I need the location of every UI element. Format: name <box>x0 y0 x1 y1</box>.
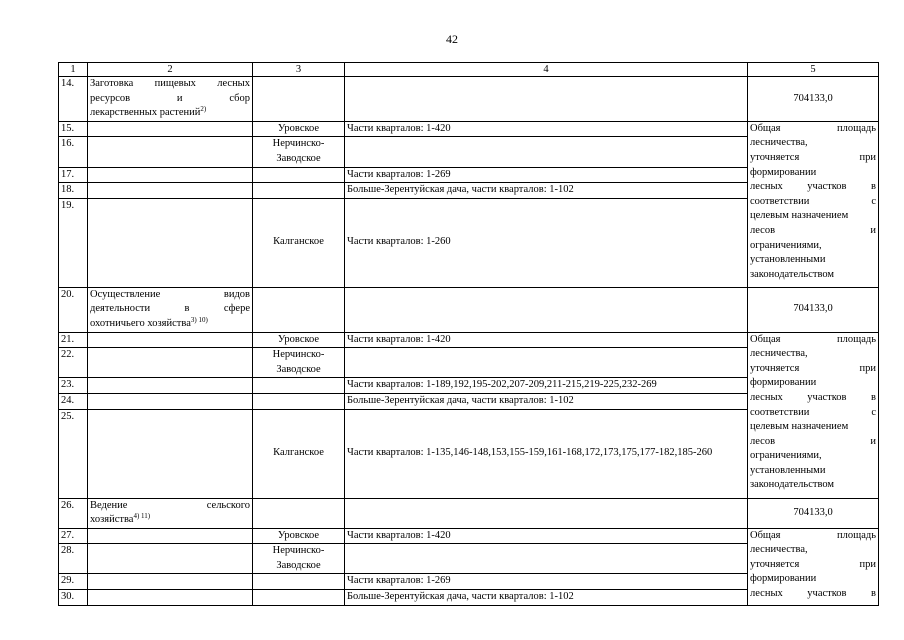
quarters-cell <box>345 77 748 122</box>
forestry-cell: Уровское <box>253 528 345 544</box>
forestry-cell <box>253 167 345 183</box>
note-line: уточняется при <box>750 362 876 374</box>
forestry-line: Заводское <box>276 559 321 571</box>
note-line: уточняется при <box>750 151 876 163</box>
note-line: лесных участков в <box>750 588 876 600</box>
note-line: формировании <box>750 573 817 585</box>
quarters-cell: Части кварталов: 1-420 <box>345 121 748 137</box>
note-line: Общая площадь <box>750 333 876 345</box>
use-kind-cell <box>88 393 253 409</box>
use-kind-cell <box>88 409 253 498</box>
table-row <box>59 498 879 528</box>
quarters-cell: Части кварталов: 1-269 <box>345 574 748 590</box>
use-kind-cell <box>88 137 253 167</box>
quarters-cell: Больше-Зерентуйская дача, части кварталов: 1-102 <box>345 393 748 409</box>
use-kind-cell <box>88 544 253 574</box>
row-number: 15. <box>59 121 88 137</box>
forestry-cell <box>253 544 345 574</box>
forestry-line: Нерчинско- <box>272 138 325 150</box>
quarters-cell: Части кварталов: 1-420 <box>345 332 748 348</box>
use-kind-cell <box>88 332 253 348</box>
note-line: соответствии с <box>750 406 876 418</box>
table-header-row <box>59 63 879 77</box>
forestry-cell <box>253 590 345 606</box>
note-line: формировании <box>750 166 817 178</box>
row-number: 16. <box>59 137 88 167</box>
forestry-line: Заводское <box>276 152 321 164</box>
header-cell: 3 <box>253 63 345 77</box>
note-line: лесных участков в <box>750 181 876 193</box>
forestry-line: Заводское <box>276 363 321 375</box>
forestry-cell <box>253 183 345 199</box>
forestry-line: Нерчинско- <box>272 545 325 557</box>
note-line: целевым назначением <box>750 421 849 433</box>
table-row <box>59 528 879 544</box>
note-cell <box>748 121 879 287</box>
quarters-cell: Части кварталов: 1-269 <box>345 167 748 183</box>
use-kind-line: ресурсов и сбор <box>90 92 250 104</box>
row-number: 22. <box>59 348 88 378</box>
forestry-cell <box>253 498 345 528</box>
note-line: лесов и <box>750 224 876 236</box>
note-line: лесничества, <box>750 544 808 556</box>
header-cell: 1 <box>59 63 88 77</box>
row-number: 18. <box>59 183 88 199</box>
note-line: лесничества, <box>750 137 808 149</box>
forestry-cell <box>253 287 345 332</box>
note-line: законодательством <box>750 479 835 491</box>
page-number: 42 <box>446 32 458 46</box>
area-cell: 704133,0 <box>748 77 879 122</box>
note-line: соответствии с <box>750 195 876 207</box>
use-kind-line: Осуществление видов <box>90 288 250 300</box>
row-number: 17. <box>59 167 88 183</box>
use-kind-cell <box>88 590 253 606</box>
row-number: 20. <box>59 287 88 332</box>
use-kind-line: лекарственных растений$^{2)}$ <box>90 105 207 119</box>
use-kind-cell <box>88 167 253 183</box>
forestry-cell <box>253 77 345 122</box>
quarters-cell <box>345 287 748 332</box>
row-number: 27. <box>59 528 88 544</box>
note-line: установленными <box>750 254 826 266</box>
note-line: уточняется при <box>750 558 876 570</box>
use-kind-cell <box>88 574 253 590</box>
forestry-cell: Калганское <box>253 409 345 498</box>
forestry-cell <box>253 378 345 394</box>
row-number: 24. <box>59 393 88 409</box>
row-number: 23. <box>59 378 88 394</box>
forestry-cell: Уровское <box>253 332 345 348</box>
use-kind-cell <box>88 498 253 528</box>
forestry-cell <box>253 393 345 409</box>
note-cell <box>748 332 879 498</box>
forestry-cell <box>253 137 345 167</box>
forestry-cell <box>253 348 345 378</box>
quarters-cell <box>345 137 748 167</box>
note-line: лесов и <box>750 435 876 447</box>
quarters-cell <box>345 498 748 528</box>
note-line: Общая площадь <box>750 529 876 541</box>
forestry-line: Нерчинско- <box>272 349 325 361</box>
quarters-cell <box>345 544 748 574</box>
use-kind-line: Заготовка пищевых лесных <box>90 78 250 89</box>
use-kind-cell <box>88 378 253 394</box>
header-cell: 4 <box>345 63 748 77</box>
use-kind-cell <box>88 77 253 122</box>
header-cell: 2 <box>88 63 253 77</box>
use-kind-cell <box>88 121 253 137</box>
note-line: установленными <box>750 464 826 476</box>
use-kind-cell <box>88 198 253 287</box>
quarters-cell: Больше-Зерентуйская дача, части кварталов: 1-102 <box>345 590 748 606</box>
table-row <box>59 77 879 122</box>
note-cell <box>748 528 879 605</box>
row-number: 19. <box>59 198 88 287</box>
forestry-cell <box>253 574 345 590</box>
quarters-cell: Части кварталов: 1-135,146-148,153,155-159,161-168,172,173,175,177-182,185-260 <box>345 409 748 498</box>
forest-use-table <box>58 62 879 606</box>
area-cell: 704133,0 <box>748 498 879 528</box>
use-kind-cell <box>88 528 253 544</box>
note-line: ограничениями, <box>750 239 822 251</box>
quarters-cell: Части кварталов: 1-260 <box>345 198 748 287</box>
note-line: Общая площадь <box>750 122 876 134</box>
table-row <box>59 332 879 348</box>
use-kind-line: хозяйства$^{4) 11)}$ <box>90 512 151 526</box>
note-line: лесных участков в <box>750 391 876 403</box>
forestry-cell: Калганское <box>253 198 345 287</box>
area-cell: 704133,0 <box>748 287 879 332</box>
row-number: 28. <box>59 544 88 574</box>
note-line: лесничества, <box>750 348 808 360</box>
quarters-cell <box>345 348 748 378</box>
use-kind-line: Ведение сельского <box>90 499 250 511</box>
use-kind-line: охотничьего хозяйства$^{3) 10)}$ <box>90 315 208 329</box>
use-kind-cell <box>88 348 253 378</box>
note-line: ограничениями, <box>750 450 822 462</box>
quarters-cell: Части кварталов: 1-420 <box>345 528 748 544</box>
row-number: 14. <box>59 77 88 122</box>
row-number: 30. <box>59 590 88 606</box>
use-kind-cell <box>88 183 253 199</box>
row-number: 26. <box>59 498 88 528</box>
use-kind-cell <box>88 287 253 332</box>
note-line: законодательством <box>750 268 835 280</box>
note-line: целевым назначением <box>750 210 849 222</box>
header-cell: 5 <box>748 63 879 77</box>
row-number: 29. <box>59 574 88 590</box>
quarters-cell: Больше-Зерентуйская дача, части кварталов: 1-102 <box>345 183 748 199</box>
quarters-cell: Части кварталов: 1-189,192,195-202,207-209,211-215,219-225,232-269 <box>345 378 748 394</box>
row-number: 25. <box>59 409 88 498</box>
row-number: 21. <box>59 332 88 348</box>
note-line: формировании <box>750 377 817 389</box>
use-kind-line: деятельности в сфере <box>90 303 250 315</box>
table-row <box>59 121 879 137</box>
table-row <box>59 287 879 332</box>
forestry-cell: Уровское <box>253 121 345 137</box>
